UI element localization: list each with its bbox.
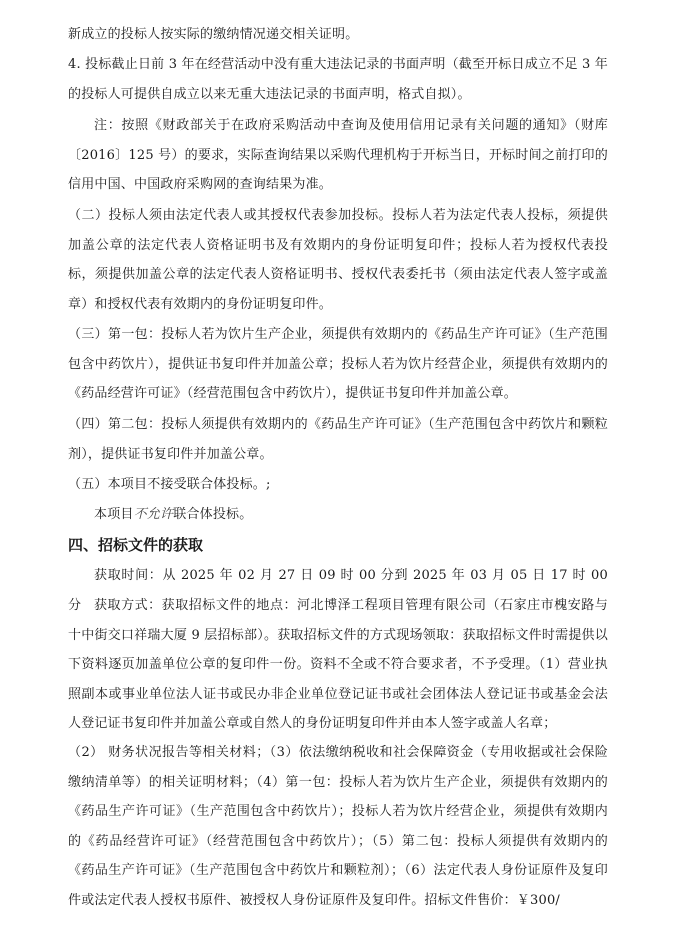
- paragraph-consortium: [68, 500, 608, 530]
- paragraph-section-5: （五）本项目不接受联合体投标。;: [68, 477, 271, 492]
- consortium-italic: 不允许: [133, 507, 174, 522]
- paragraph-section-2: （二）投标人须由法定代表人或其授权代表参加投标。投标人若为法定代表人投标，须提供加盖公章的法定代表人资格证明书及有效期内的身份证明复印件；投标人若为授权代表投标，须提供加盖公章的法定代表人资格证明书、授权代表委托书（须由法定代表人签字或盖章）和授权代表有效期内的身份证明复印件。: [68, 208, 608, 312]
- paragraph-item-4: 4. 投标截止日前 3 年在经营活动中没有重大违法记录的书面声明（截至开标日成立不足 3 年的投标人可提供自成立以来无重大违法记录的书面声明，格式自拟）。: [68, 57, 608, 102]
- paragraph-section-3: （三）第一包：投标人若为饮片生产企业，须提供有效期内的《药品生产许可证》（生产范围包含中药饮片），提供证书复印件并加盖公章；投标人若为饮片经营企业，须提供有效期内的《药品经营许可证》（经营范围包含中药饮片），提供证书复印件并加盖公章。: [68, 327, 608, 402]
- paragraph-section-4: （四）第二包：投标人须提供有效期内的《药品生产许可证》（生产范围包含中药饮片和颗粒剂），提供证书复印件并加盖公章。: [68, 417, 608, 462]
- paragraph-acquire-time: 获取时间：从 2025 年 02 月 27 日 09 时 00 分到 2025 年 03 月 05 日 17 时 00 分: [68, 568, 608, 613]
- paragraph-note: 注：按照《财政部关于在政府采购活动中查询及使用信用记录有关问题的通知》（财库〔2016〕125 号）的要求，实际查询结果以采购代理机构于开标当日，开标时间之前打印的信用中国、中国政府采购网的查询结果为准。: [68, 118, 608, 193]
- paragraph-prior-tail: 新成立的投标人按实际的缴纳情况递交相关证明。: [68, 27, 359, 42]
- section-heading-4: 四、招标文件的获取: [68, 536, 204, 554]
- consortium-suffix: 联合体投标。: [173, 507, 253, 522]
- paragraph-required-materials: （2） 财务状况报告等相关材料；（3）依法缴纳税收和社会保障资金（专用收据或社会保险缴纳清单等）的相关证明材料；（4）第一包：投标人若为饮片生产企业，须提供有效期内的《药品生产许可证》（生产范围包含中药饮片）；投标人若为饮片经营企业，须提供有效期内的《药品经营许可证》（经营范围包含中药饮片）；（5）第二包：投标人须提供有效期内的《药品生产许可证》（生产范围包含中药饮片和颗粒剂）；（6）法定代表人身份证原件及复印件或法定代表人授权书原件、被授权人身份证原件及复印件。招标文件售价：￥300/: [68, 745, 608, 908]
- paragraph-acquire-method: 获取方式：获取招标文件的地点：河北博泽工程项目管理有限公司（石家庄市槐安路与十中街交口祥瑞大厦 9 层招标部）。获取招标文件的方式现场领取：获取招标文件时需提供以下资料逐页加盖单位公章的复印件一份。资料不全或不符合要求者，不予受理。（1）营业执照副本或事业单位法人证书或民办非企业单位登记证书或社会团体法人登记证书或基金会法人登记证书复印件并加盖公章或自然人的身份证明复印件并由本人签字或盖人名章；: [68, 598, 608, 732]
- consortium-prefix: 本项目: [94, 507, 134, 522]
